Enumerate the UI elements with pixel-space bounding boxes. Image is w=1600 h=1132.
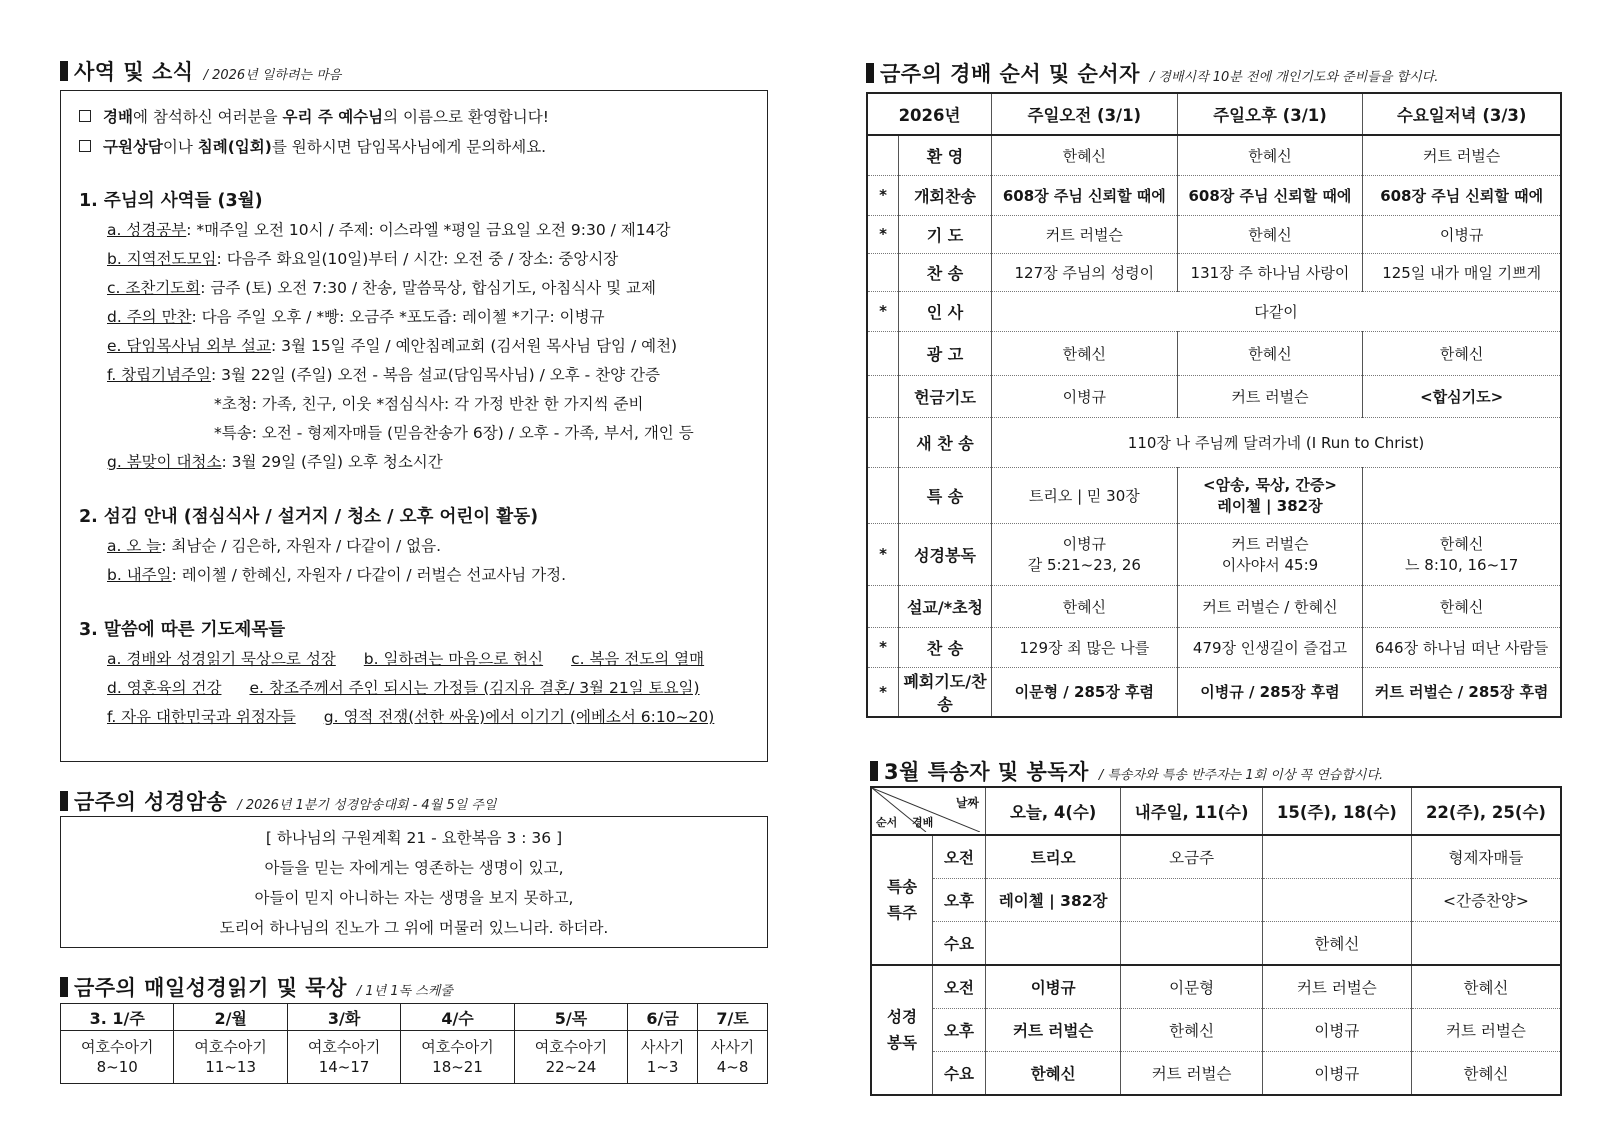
year-header: 2026년	[867, 93, 992, 135]
reading-cell: 사사기 1~3	[628, 1031, 698, 1084]
order-cell: 이문형 / 285장 후렴	[992, 667, 1178, 717]
order-cell: 한혜신	[992, 331, 1178, 375]
order-cell: 한혜신	[992, 135, 1178, 175]
star-mark	[867, 467, 899, 523]
order-item-label: 광 고	[899, 331, 992, 375]
news-title: 사역 및 소식	[74, 60, 194, 84]
order-cell: 이병규	[1363, 215, 1561, 253]
order-cell	[1363, 467, 1561, 523]
star-mark: *	[867, 215, 899, 253]
order-cell: 608장 주님 신뢰할 때에	[1177, 175, 1363, 215]
order-cell: 608장 주님 신뢰할 때에	[1363, 175, 1561, 215]
prayer-row: d. 영혼육의 건강 e. 창조주께서 주인 되시는 가정들 (김지유 결혼/ 3월 21일 토요일)	[107, 679, 700, 697]
reading-cell: 여호수아기 11~13	[174, 1031, 287, 1084]
service-item: a. 오 늘: 최남순 / 김은하, 자원자 / 다같이 / 없음.	[107, 537, 442, 555]
order-cell: 127장 주님의 성령이	[992, 253, 1178, 291]
assignee-cell: 커트 러벌슨	[1121, 1052, 1263, 1096]
corner-worship-label: 경배	[912, 816, 934, 829]
order-cell: 다같이	[992, 291, 1562, 331]
ministry-item: d. 주의 만찬: 다음 주일 오후 / *빵: 오금주 *포도즙: 레이첼 *기구: 이병규	[107, 308, 605, 326]
order-cell: <합심기도>	[1363, 375, 1561, 417]
section-bar-marker	[60, 61, 68, 81]
order-cell: 트리오 | 믿 30장	[992, 467, 1178, 523]
table-row	[867, 467, 1561, 523]
order-cell: 커트 러벌슨	[1177, 375, 1363, 417]
section-bar-marker	[870, 761, 878, 781]
star-mark: *	[867, 627, 899, 667]
order-item-label: 성경봉독	[899, 523, 992, 585]
assignee-cell: <간증찬양>	[1411, 879, 1561, 922]
ministry-item: e. 담임목사님 외부 설교: 3월 15일 주일 / 예안침례교회 (김서원 목사님 담임 / 예천)	[107, 337, 678, 355]
date-header: 오늘, 4(수)	[986, 787, 1121, 835]
table-row	[871, 965, 1561, 1009]
order-cell: 커트 러벌슨 이사야서 45:9	[1177, 523, 1363, 585]
table-header-row	[867, 93, 1561, 135]
assignee-cell: 레이첼 | 382장	[986, 879, 1121, 922]
assignee-cell: 한혜신	[1411, 1052, 1561, 1096]
assignee-cell	[986, 922, 1121, 966]
table-header-row	[871, 787, 1561, 835]
worship-section-title	[866, 58, 1438, 88]
assignee-cell	[1262, 879, 1411, 922]
order-cell: 한혜신	[1177, 215, 1363, 253]
order-item-label: 폐회기도/찬송	[899, 667, 992, 717]
service-heading: 2. 섬김 안내 (점심식사 / 설거지 / 청소 / 오후 어린이 활동)	[79, 507, 539, 527]
date-header: 15(주), 18(수)	[1262, 787, 1411, 835]
day-header: 2/월	[174, 1004, 287, 1031]
checkbox-icon	[79, 110, 91, 122]
ministry-item: c. 조찬기도회: 금주 (토) 오전 7:30 / 찬송, 말씀묵상, 합심기도, 아침식사 및 교제	[107, 279, 656, 297]
table-row	[867, 585, 1561, 627]
service-header: 주일오후 (3/1)	[1177, 93, 1363, 135]
section-bar-marker	[866, 63, 874, 83]
order-item-label: 환 영	[899, 135, 992, 175]
special-section-title	[870, 756, 1383, 786]
prayer-heading: 3. 말씀에 따른 기도제목들	[79, 620, 286, 640]
star-mark	[867, 375, 899, 417]
worship-subtitle: / 경배시작 10분 전에 개인기도와 준비들을 합시다.	[1149, 70, 1439, 85]
assignee-cell	[1121, 922, 1263, 966]
reading-cell: 사사기 4~8	[698, 1031, 768, 1084]
order-item-label: 찬 송	[899, 627, 992, 667]
order-item-label: 특 송	[899, 467, 992, 523]
reading-cell: 여호수아기 8~10	[61, 1031, 174, 1084]
order-cell: 한혜신	[1177, 135, 1363, 175]
table-row	[871, 1009, 1561, 1052]
special-singers-table	[870, 786, 1562, 1096]
corner-order-label: 순서	[876, 816, 898, 829]
order-cell: 125일 내가 매일 기쁘게	[1363, 253, 1561, 291]
day-header: 5/목	[514, 1004, 627, 1031]
order-cell: 이병규 갈 5:21~23, 26	[992, 523, 1178, 585]
order-item-label: 헌금기도	[899, 375, 992, 417]
order-item-label: 설교/*초청	[899, 585, 992, 627]
reading-cell: 여호수아기 18~21	[401, 1031, 514, 1084]
assignee-cell	[1411, 922, 1561, 966]
verse-reference: [ 하나님의 구원계획 21 - 요한복음 3 : 36 ]	[265, 829, 563, 847]
table-row	[867, 215, 1561, 253]
star-mark: *	[867, 175, 899, 215]
ministry-item: f. 창립기념주일: 3월 22일 (주일) 오전 - 복음 설교(담임목사님) / 오후 - 찬양 간증	[107, 366, 660, 384]
reading-cell: 여호수아기 22~24	[514, 1031, 627, 1084]
group-label: 성경 봉독	[871, 965, 933, 1095]
star-mark	[867, 585, 899, 627]
service-item: b. 내주일: 레이첼 / 한혜신, 자원자 / 다같이 / 러벌슨 선교사님 가정.	[107, 566, 567, 584]
service-header: 수요일저녁 (3/3)	[1363, 93, 1561, 135]
table-row	[867, 417, 1561, 467]
ministry-heading: 1. 주님의 사역들 (3월)	[79, 191, 263, 211]
order-cell: 커트 러벌슨	[992, 215, 1178, 253]
order-cell: 479장 인생길이 즐겁고	[1177, 627, 1363, 667]
assignee-cell	[1262, 835, 1411, 879]
assignee-cell: 이병규	[1262, 1009, 1411, 1052]
section-bar-marker	[60, 977, 68, 997]
table-row	[867, 291, 1561, 331]
ministry-extra: *특송: 오전 - 형제자매들 (믿음찬송가 6장) / 오후 - 가족, 부서, 개인 등	[214, 424, 694, 442]
verse-line: 도리어 하나님의 진노가 그 위에 머물러 있느니라. 하더라.	[219, 919, 609, 937]
order-cell: 608장 주님 신뢰할 때에	[992, 175, 1178, 215]
worship-order-table	[866, 92, 1562, 718]
assignee-cell: 트리오	[986, 835, 1121, 879]
notice-item: 구원상담이나 침례(입회)를 원하시면 담임목사님에게 문의하세요.	[79, 131, 749, 161]
day-header: 7/토	[698, 1004, 768, 1031]
order-cell: 131장 주 하나님 사랑이	[1177, 253, 1363, 291]
order-cell: <암송, 묵상, 간증> 레이첼 | 382장	[1177, 467, 1363, 523]
table-row	[867, 667, 1561, 717]
table-row	[867, 375, 1561, 417]
assignee-cell: 이병규	[1262, 1052, 1411, 1096]
order-cell: 한혜신	[1363, 331, 1561, 375]
news-box	[60, 90, 768, 762]
table-row	[871, 879, 1561, 922]
order-item-label: 개회찬송	[899, 175, 992, 215]
verse-section-title	[60, 786, 496, 816]
day-header: 6/금	[628, 1004, 698, 1031]
section-bar-marker	[60, 791, 68, 811]
order-cell: 646장 하나님 떠난 사람들	[1363, 627, 1561, 667]
assignee-cell: 커트 러벌슨	[1411, 1009, 1561, 1052]
service-header: 주일오전 (3/1)	[992, 93, 1178, 135]
table-row	[867, 175, 1561, 215]
verse-subtitle: / 2026년 1분기 성경암송대회 - 4월 5일 주일	[237, 798, 497, 813]
ministry-item: g. 봄맞이 대청소: 3월 29일 (주일) 오후 청소시간	[107, 453, 443, 471]
order-cell: 한혜신	[1363, 585, 1561, 627]
order-cell: 한혜신 느 8:10, 16~17	[1363, 523, 1561, 585]
bible-subtitle: / 1년 1독 스케줄	[356, 984, 453, 999]
ministry-item: a. 성경공부: *매주일 오전 10시 / 주제: 이스라엘 *평일 금요일 오전 9:30 / 제14강	[107, 221, 671, 239]
assignee-cell: 한혜신	[1411, 965, 1561, 1009]
order-cell: 이병규 / 285장 후렴	[1177, 667, 1363, 717]
worship-title: 금주의 경배 순서 및 순서자	[880, 62, 1140, 86]
order-cell: 110장 나 주님께 달려가네 (I Run to Christ)	[992, 417, 1562, 467]
order-cell: 한혜신	[1177, 331, 1363, 375]
table-row	[867, 331, 1561, 375]
table-row	[871, 922, 1561, 966]
assignee-cell: 커트 러벌슨	[986, 1009, 1121, 1052]
order-cell: 이병규	[992, 375, 1178, 417]
special-title: 3월 특송자 및 봉독자	[884, 760, 1089, 784]
table-row	[61, 1031, 768, 1084]
assignee-cell: 한혜신	[1121, 1009, 1263, 1052]
table-header-row	[61, 1004, 768, 1031]
star-mark	[867, 135, 899, 175]
service-label: 오후	[933, 1009, 986, 1052]
service-label: 수요	[933, 1052, 986, 1096]
verse-box	[60, 816, 768, 948]
star-mark: *	[867, 523, 899, 585]
star-mark	[867, 417, 899, 467]
table-row	[867, 135, 1561, 175]
ministry-item: b. 지역전도모임: 다음주 화요일(10일)부터 / 시간: 오전 중 / 장소: 중앙시장	[107, 250, 619, 268]
news-subtitle: / 2026년 일하려는 마음	[203, 68, 342, 83]
assignee-cell: 한혜신	[986, 1052, 1121, 1096]
order-cell: 한혜신	[992, 585, 1178, 627]
star-mark: *	[867, 667, 899, 717]
assignee-cell: 이문형	[1121, 965, 1263, 1009]
table-row	[867, 253, 1561, 291]
star-mark	[867, 331, 899, 375]
day-header: 3. 1/주	[61, 1004, 174, 1031]
verse-line: 아들을 믿는 자에게는 영존하는 생명이 있고,	[264, 859, 564, 877]
order-cell: 커트 러벌슨	[1363, 135, 1561, 175]
assignee-cell: 커트 러벌슨	[1262, 965, 1411, 1009]
service-label: 오전	[933, 965, 986, 1009]
checkbox-icon	[79, 140, 91, 152]
verse-title: 금주의 성경암송	[74, 790, 228, 814]
notice-item: 경배에 참석하신 여러분을 우리 주 예수님의 이름으로 환영합니다!	[79, 101, 749, 131]
star-mark: *	[867, 291, 899, 331]
service-label: 오전	[933, 835, 986, 879]
assignee-cell: 형제자매들	[1411, 835, 1561, 879]
reading-cell: 여호수아기 14~17	[287, 1031, 400, 1084]
order-cell: 커트 러벌슨 / 한혜신	[1177, 585, 1363, 627]
table-row	[867, 523, 1561, 585]
table-row	[871, 1052, 1561, 1096]
order-cell: 커트 러벌슨 / 285장 후렴	[1363, 667, 1561, 717]
order-item-label: 인 사	[899, 291, 992, 331]
order-item-label: 새 찬 송	[899, 417, 992, 467]
news-section-title	[60, 56, 341, 86]
verse-line: 아들이 믿지 아니하는 자는 생명을 보지 못하고,	[254, 889, 574, 907]
date-header: 내주일, 11(수)	[1121, 787, 1263, 835]
order-cell: 129장 죄 많은 나를	[992, 627, 1178, 667]
ministry-extra: *초청: 가족, 친구, 이웃 *점심식사: 각 가정 반찬 한 가지씩 준비	[214, 395, 644, 413]
group-label: 특송 특주	[871, 835, 933, 965]
bible-title: 금주의 매일성경읽기 및 묵상	[74, 976, 347, 1000]
assignee-cell: 이병규	[986, 965, 1121, 1009]
corner-header	[871, 787, 986, 835]
star-mark	[867, 253, 899, 291]
corner-date-label: 날짜	[955, 796, 979, 810]
special-subtitle: / 특송자와 특송 반주자는 1회 이상 꼭 연습합시다.	[1098, 768, 1384, 783]
date-header: 22(주), 25(수)	[1411, 787, 1561, 835]
assignee-cell: 오금주	[1121, 835, 1263, 879]
table-row	[867, 627, 1561, 667]
assignee-cell: 한혜신	[1262, 922, 1411, 966]
service-label: 오후	[933, 879, 986, 922]
day-header: 3/화	[287, 1004, 400, 1031]
order-item-label: 찬 송	[899, 253, 992, 291]
bible-reading-table	[60, 1003, 768, 1084]
day-header: 4/수	[401, 1004, 514, 1031]
prayer-row: f. 자유 대한민국과 위정자들 g. 영적 전쟁(선한 싸움)에서 이기기 (에베소서 6:10~20)	[107, 708, 715, 726]
service-label: 수요	[933, 922, 986, 966]
table-row	[871, 835, 1561, 879]
order-item-label: 기 도	[899, 215, 992, 253]
assignee-cell	[1121, 879, 1263, 922]
bible-section-title	[60, 972, 453, 1002]
prayer-row: a. 경배와 성경읽기 묵상으로 성장 b. 일하려는 마음으로 헌신 c. 복음 전도의 열매	[107, 650, 705, 668]
